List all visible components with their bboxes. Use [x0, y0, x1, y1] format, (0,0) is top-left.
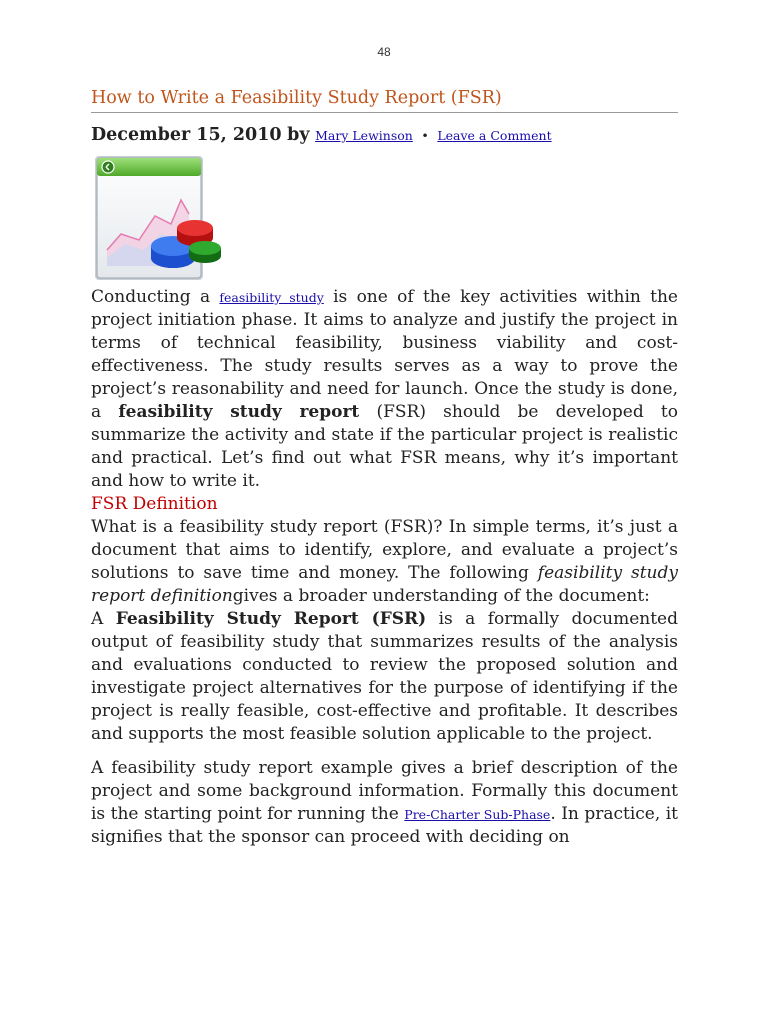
leave-comment-link[interactable]: Leave a Comment: [437, 128, 552, 143]
definition-text-1: What is a feasibility study report (FSR)? In simple terms, it’s just a document that aims to identify, explore, and evaluate a project’s solutions to save time and money. The following: [91, 517, 678, 583]
paragraph-intro: [91, 286, 678, 493]
section-heading-fsr-definition: FSR Definition: [91, 494, 218, 514]
page-number: 48: [377, 45, 391, 59]
example-text-2: . In practice, it signifies that the sponsor can proceed with deciding on: [91, 804, 679, 847]
pre-charter-sub-phase-link[interactable]: Pre-Charter Sub-Phase: [404, 807, 551, 822]
article-title: How to Write a Feasibility Study Report (FSR): [91, 88, 678, 113]
fsr-text-1: A: [91, 609, 116, 629]
chart-illustration: [91, 154, 231, 282]
definition-italic-term: feasibility study report definition: [91, 563, 678, 606]
fsr-bold-term: Feasibility Study Report (FSR): [115, 609, 427, 629]
article: [91, 88, 678, 849]
definition-text-2: gives a broader understanding of the document:: [232, 586, 650, 606]
paragraph-definition: [91, 608, 678, 746]
intro-text-1: Conducting a: [91, 287, 220, 307]
paragraph-definition-intro: [91, 516, 678, 608]
feasibility-study-link[interactable]: feasibility study: [219, 290, 324, 305]
author-link[interactable]: Mary Lewinson: [315, 128, 413, 143]
fsr-text-2: is a formally documented output of feasibility study that summarizes results of the analysis and evaluations conducted to review the proposed solution and investigate project alternatives for the purpose of identifying if the project is really feasible, cost-effective and profitable. It describes and supports the most feasible solution applicable to the project.: [91, 609, 678, 744]
example-text-1: A feasibility study report example gives a brief description of the project and some background information. Formally this document is the starting point for running the: [91, 758, 678, 824]
article-by: by: [287, 125, 310, 145]
article-meta: [91, 123, 678, 148]
article-date: December 15, 2010: [91, 125, 282, 145]
chart-window-icon: [91, 154, 231, 282]
paragraph-example: [91, 757, 678, 849]
meta-bullet: •: [421, 128, 429, 143]
intro-bold-term: feasibility study report: [118, 402, 360, 422]
intro-text-2: is one of the key activities within the project initiation phase. It aims to analyze and justify the project in terms of technical feasibility, business viability and cost-effectiveness. The study results serves as a way to prove the project’s reasonability and need for launch. Once the study is done, a: [91, 287, 678, 422]
intro-text-3: (FSR) should be developed to summarize the activity and state if the particular project is realistic and practical. Let’s find out what FSR means, why it’s important and how to write it.: [91, 402, 678, 491]
